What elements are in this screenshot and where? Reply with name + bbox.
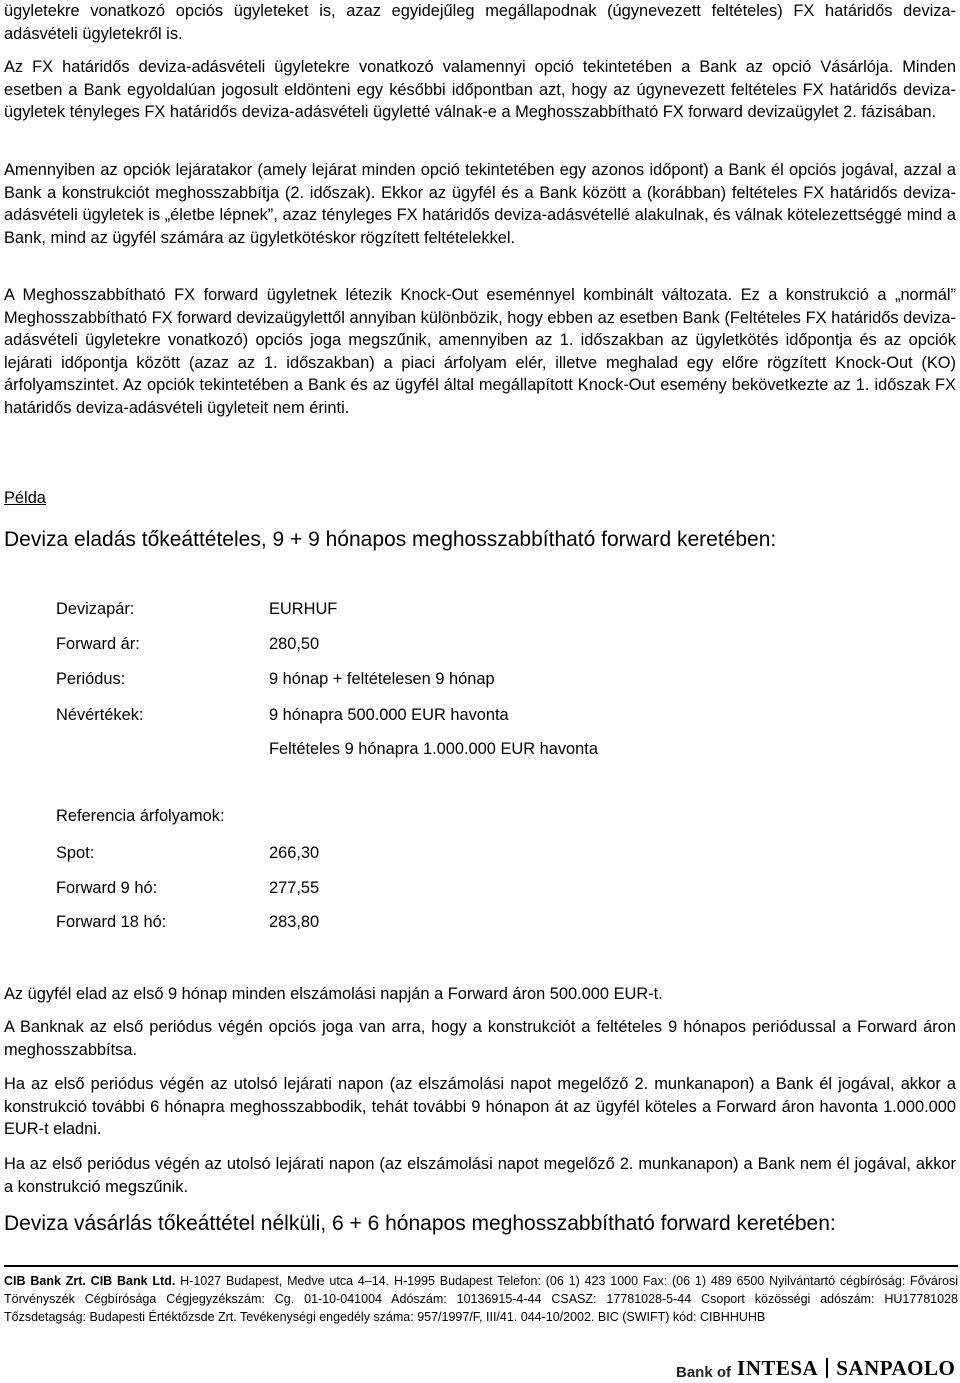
paragraph: Az ügyfél elad az első 9 hónap minden elszámolási napján a Forward áron 500.000 EUR-t. <box>4 985 663 1003</box>
rate-key: Forward 9 hó: <box>56 879 158 897</box>
rate-key: Spot: <box>56 844 95 862</box>
term-value: EURHUF <box>269 600 338 618</box>
paragraph: Ha az első periódus végén az utolsó lejárati napon (az elszámolási napot megelőző 2. munkanapon) a Bank nem él jogával, akkor a konstrukció megszűnik. <box>4 1155 956 1196</box>
footer-company-details: H-1027 Budapest, Medve utca 4–14. H-1995 Budapest Telefon: (06 1) 423 1000 Fax: (06 1) 489 6500 Nyilvántartó cégbíróság: Fővárosi Törvényszék Cégbírósága Cégjegyzékszám: Cg. 01-10-041004 Adószám: 10136915-4-44 CSASZ: 17781028-5-44 Csoport közösségi adószám: HU17781028 Tőzsdetagság: Budapesti Értéktőzsde Zrt. Tevékenységi engedély száma: 957/1997/F, III/41. 044-10/2002. BIC (SWIFT) kód: CIBHHUHB <box>4 1274 958 1324</box>
term-value: Feltételes 9 hónapra 1.000.000 EUR havonta <box>269 740 598 758</box>
term-value: 280,50 <box>269 635 320 653</box>
logo-intesa: INTESA <box>737 1356 819 1380</box>
example-label: Példa <box>4 489 46 507</box>
term-key: Devizapár: <box>56 600 135 618</box>
term-key: Periódus: <box>56 670 126 688</box>
term-key: Forward ár: <box>56 635 140 653</box>
rate-value: 277,55 <box>269 879 320 897</box>
rate-value: 266,30 <box>269 844 320 862</box>
term-value: 9 hónap + feltételesen 9 hónap <box>269 670 495 688</box>
logo-divider <box>826 1358 828 1378</box>
paragraph: ügyletekre vonatkozó opciós ügyleteket is, azaz egyidejűleg megállapodnak (úgynevezett feltételes) FX határidős deviza-adásvételi ügyletekről is. <box>4 2 956 43</box>
term-value: 9 hónapra 500.000 EUR havonta <box>269 706 509 724</box>
paragraph: Az FX határidős deviza-adásvételi ügyletekre vonatkozó valamennyi opció tekintetében a Bank az opció Vásárlója. Minden esetben a Bank egyoldalúan jogosult eldönteni egy későbbi időpontban azt, hogy az úgynevezett feltételes FX határidős deviza-ügyletek tényleges FX határidős deviza-adásvételi ügyletté válnak-e a Meghosszabbítható FX forward devizaügylet 2. fázisában. <box>4 58 956 121</box>
bank-logo <box>676 1355 955 1381</box>
paragraph: Ha az első periódus végén az utolsó lejárati napon (az elszámolási napot megelőző 2. munkanapon) a Bank él jogával, akkor a konstrukció további 6 hónapra meghosszabbodik, tehát további 9 hónapon át az ügyfél köteles a Forward áron havonta 1.000.000 EUR-t eladni. <box>4 1075 956 1138</box>
rate-key: Forward 18 hó: <box>56 913 167 931</box>
section-heading: Deviza vásárlás tőkeáttétel nélküli, 6 + 6 hónapos meghosszabbítható forward keretében: <box>4 1212 836 1235</box>
paragraph: A Banknak az első periódus végén opciós joga van arra, hogy a konstrukciót a feltételes 9 hónapos periódussal a Forward áron meghosszabbítsa. <box>4 1018 956 1059</box>
page-footer <box>4 1265 958 1326</box>
example-heading: Deviza eladás tőkeáttételes, 9 + 9 hónapos meghosszabbítható forward keretében: <box>4 528 777 551</box>
logo-bank-of: Bank of <box>676 1364 732 1381</box>
logo-sanpaolo: SANPAOLO <box>836 1356 956 1380</box>
paragraph: Amennyiben az opciók lejáratakor (amely lejárat minden opció tekintetében egy azonos időpont) a Bank él opciós jogával, azzal a Bank a konstrukciót meghosszabbítja (2. időszak). Ekkor az ügyfél és a Bank között a (korábban) feltételes FX határidős deviza-adásvételi ügyletek is „életbe lépnek”, azaz tényleges FX határidős deviza-adásvétellé alakulnak, és válnak kötelezettséggé mind a Bank, mind az ügyfél számára az ügyletkötéskor rögzített feltételekkel. <box>4 161 956 247</box>
paragraph: A Meghosszabbítható FX forward ügyletnek létezik Knock-Out eseménnyel kombinált változata. Ez a konstrukció a „normál” Meghosszabbítható FX forward devizaügylettől annyiban különbözik, hogy ebben az esetben Bank (Feltételes FX határidős deviza-adásvételi ügyletekre vonatkozó) opciós joga megszűnik, amennyiben az 1. időszakban az ügyletkötés időpontja és az opciók lejárati időpontja között (azaz az 1. időszakban) a piaci árfolyam elér, illetve meghalad egy előre rögzített Knock-Out (KO) árfolyamszintet. Az opciók tekintetében a Bank és az ügyfél által megállapított Knock-Out esemény bekövetkezte az 1. időszak FX határidős deviza-adásvételi ügyleteit nem érinti. <box>4 286 956 417</box>
rate-value: 283,80 <box>269 913 320 931</box>
footer-company-name: CIB Bank Zrt. CIB Bank Ltd. <box>4 1274 176 1288</box>
term-key: Névértékek: <box>56 706 144 724</box>
reference-rates-title: Referencia árfolyamok: <box>56 807 225 825</box>
